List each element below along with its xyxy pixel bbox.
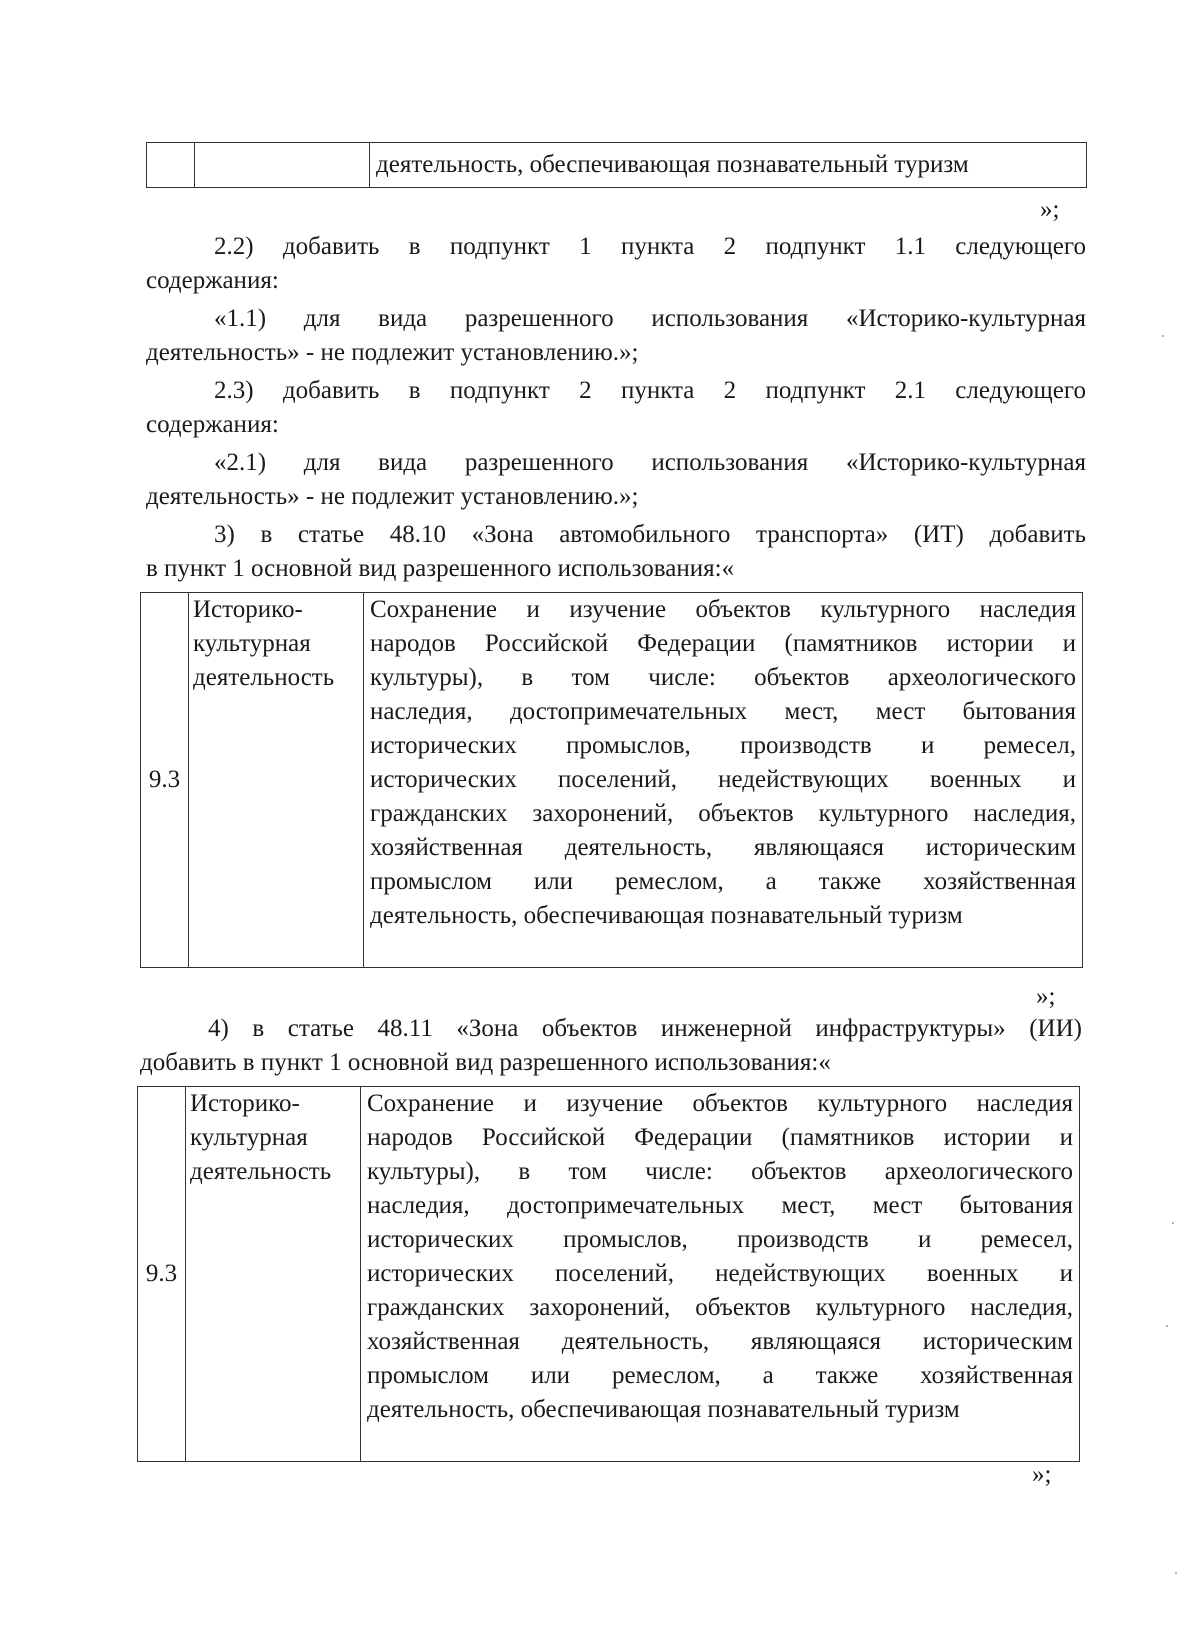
description-line: народов Российской Федерации (памятников истории и — [367, 1124, 1073, 1151]
name-line: Историко- — [193, 596, 303, 623]
paragraph-line: 2.2) добавить в подпункт 1 пункта 2 подпункт 1.1 следующего — [214, 233, 1086, 260]
land-use-table-1 — [140, 592, 1083, 968]
paragraph-line: добавить в пункт 1 основной вид разрешенного использования:« — [140, 1049, 831, 1076]
paragraph-2-2 — [146, 230, 1086, 298]
description-line: наследия, достопримечательных мест, мест бытования — [367, 1192, 1073, 1219]
table-cell-name — [189, 593, 364, 968]
table-row — [141, 593, 1083, 968]
description-line: Сохранение и изучение объектов культурного наследия — [367, 1090, 1073, 1117]
name-line: деятельность — [193, 664, 335, 691]
paragraph-line: деятельность» - не подлежит установлению.»; — [146, 339, 639, 366]
land-use-code: 9.3 — [145, 1260, 178, 1287]
paragraph-1-1 — [146, 302, 1086, 370]
description-line: исторических поселений, недействующих военных и — [367, 1260, 1073, 1287]
table-cell-name — [195, 143, 370, 188]
description-line: исторических поселений, недействующих военных и — [370, 766, 1076, 793]
description-line: народов Российской Федерации (памятников истории и — [370, 630, 1076, 657]
closing-quote: »; — [1032, 1461, 1052, 1488]
closing-quote: »; — [1040, 196, 1060, 223]
paragraph-line: в пункт 1 основной вид разрешенного использования:« — [146, 555, 735, 582]
land-use-table-2 — [137, 1086, 1080, 1462]
description-line: деятельность, обеспечивающая познавательный туризм — [370, 902, 963, 929]
description-line: культуры), в том числе: объектов археологического — [367, 1158, 1073, 1185]
name-line: культурная — [190, 1124, 308, 1151]
table-cell-code — [138, 1087, 186, 1462]
table-row — [147, 143, 1087, 188]
top-table-fragment — [146, 142, 1087, 188]
name-line: деятельность — [190, 1158, 332, 1185]
description-line: исторических промыслов, производств и ремесел, — [370, 732, 1076, 759]
description-line: деятельность, обеспечивающая познавательный туризм — [367, 1396, 960, 1423]
paragraph-line: содержания: — [146, 267, 279, 294]
table-cell-code — [141, 593, 189, 968]
paragraph-line: 2.3) добавить в подпункт 2 пункта 2 подпункт 2.1 следующего — [214, 377, 1086, 404]
description-line: хозяйственная деятельность, являющаяся историческим — [370, 834, 1076, 861]
table-cell-description — [361, 1087, 1080, 1462]
table-cell-text: деятельность, обеспечивающая познавательный туризм — [376, 151, 969, 178]
paragraph-line: «2.1) для вида разрешенного использования «Историко-культурная — [214, 449, 1086, 476]
name-line: Историко- — [190, 1090, 300, 1117]
description-line: хозяйственная деятельность, являющаяся историческим — [367, 1328, 1073, 1355]
paragraph-line: «1.1) для вида разрешенного использования «Историко-культурная — [214, 305, 1086, 332]
description-line: гражданских захоронений, объектов культурного наследия, — [370, 800, 1076, 827]
scan-speck — [1166, 1325, 1168, 1327]
closing-quote: »; — [1036, 983, 1056, 1010]
table-cell-code — [147, 143, 195, 188]
paragraph-2-1 — [146, 446, 1086, 514]
paragraph-line: содержания: — [146, 411, 279, 438]
description-line: культуры), в том числе: объектов археологического — [370, 664, 1076, 691]
description-line: гражданских захоронений, объектов культурного наследия, — [367, 1294, 1073, 1321]
paragraph-2-3 — [146, 374, 1086, 442]
paragraph-line: 3) в статье 48.10 «Зона автомобильного транспорта» (ИТ) добавить — [214, 521, 1086, 548]
scan-speck — [1162, 335, 1164, 337]
paragraph-3 — [146, 518, 1086, 586]
land-use-code: 9.3 — [148, 766, 181, 793]
table-row — [138, 1087, 1080, 1462]
description-line: исторических промыслов, производств и ремесел, — [367, 1226, 1073, 1253]
paragraph-line: деятельность» - не подлежит установлению.»; — [146, 483, 639, 510]
scan-speck — [1175, 1572, 1177, 1574]
table-cell-description — [364, 593, 1083, 968]
paragraph-4 — [140, 1012, 1082, 1080]
description-line: наследия, достопримечательных мест, мест бытования — [370, 698, 1076, 725]
description-line: Сохранение и изучение объектов культурного наследия — [370, 596, 1076, 623]
name-line: культурная — [193, 630, 311, 657]
table-cell-name — [186, 1087, 361, 1462]
paragraph-line: 4) в статье 48.11 «Зона объектов инженерной инфраструктуры» (ИИ) — [208, 1015, 1082, 1042]
description-line: промыслом или ремеслом, а также хозяйственная — [367, 1362, 1073, 1389]
scan-speck — [1172, 1222, 1174, 1224]
table-cell-description — [370, 143, 1087, 188]
description-line: промыслом или ремеслом, а также хозяйственная — [370, 868, 1076, 895]
